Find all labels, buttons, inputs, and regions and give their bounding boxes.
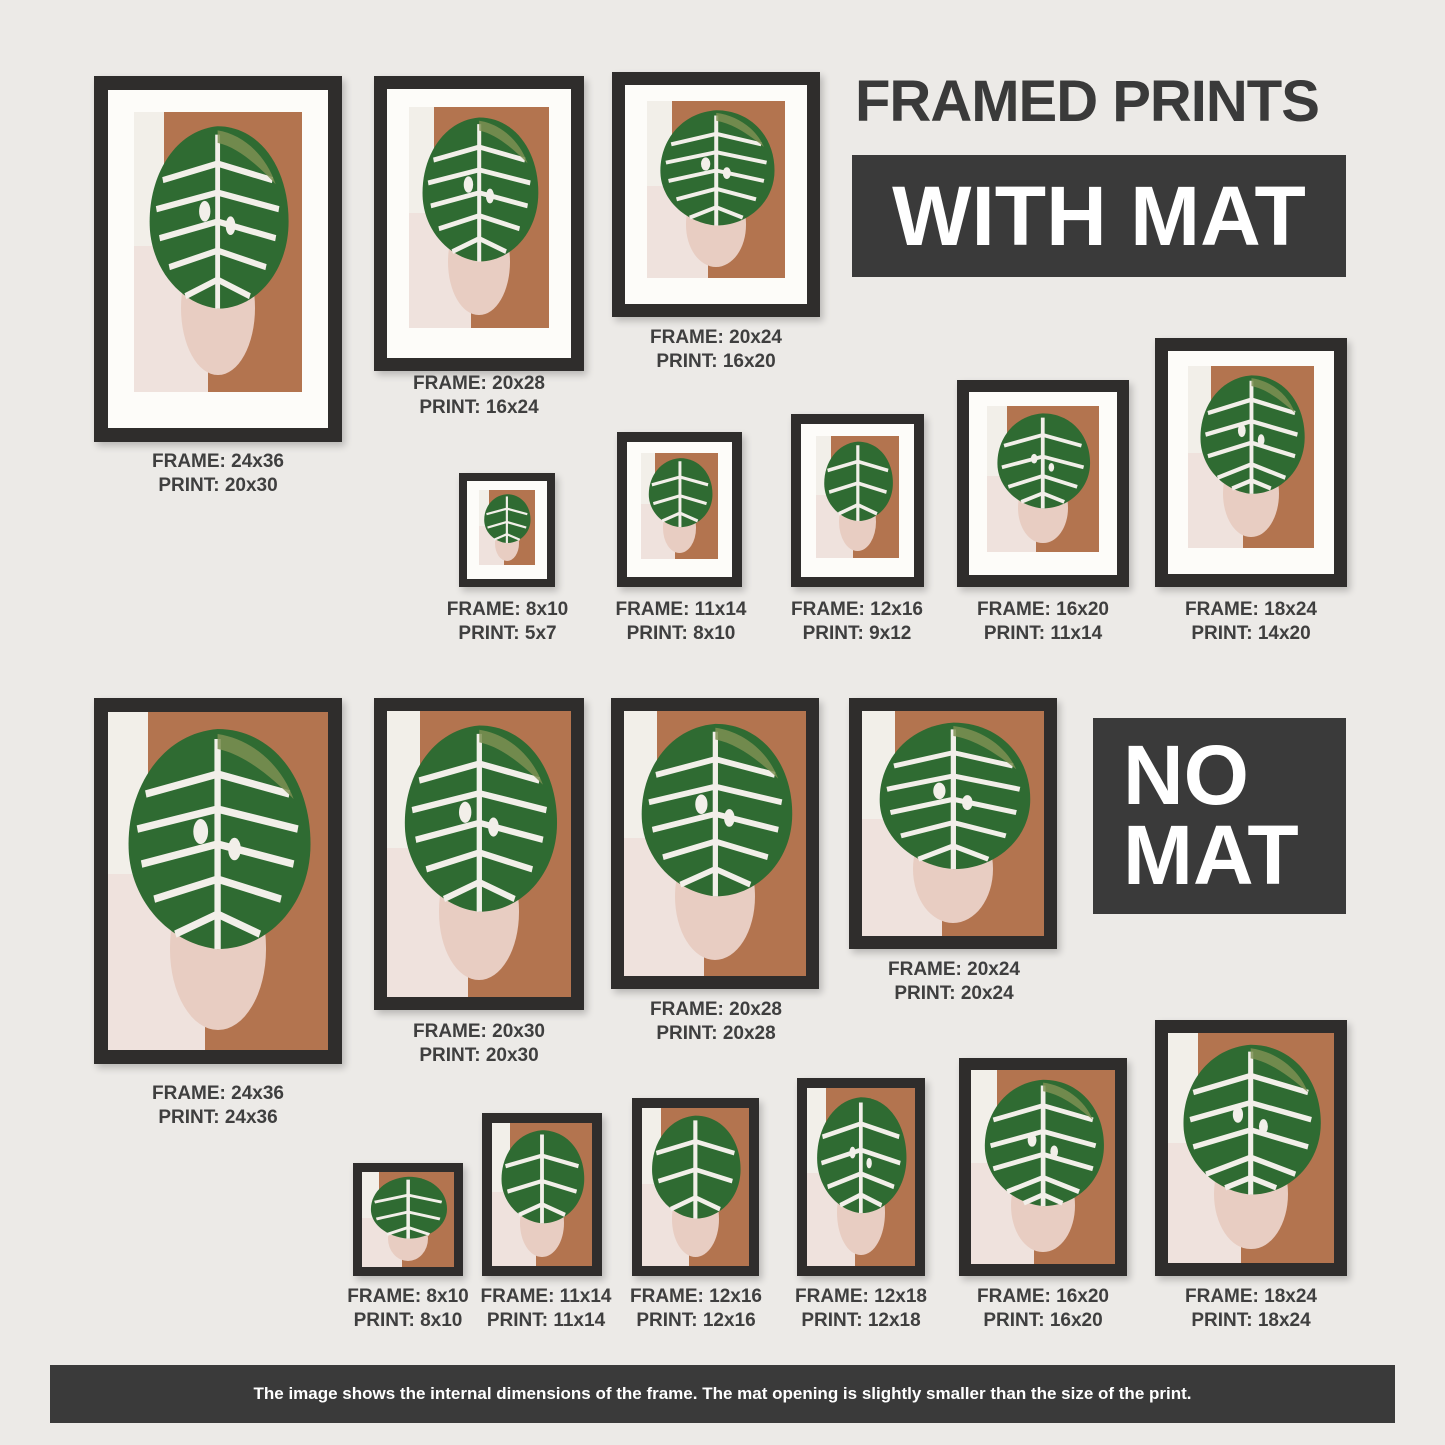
frame-border — [957, 380, 1129, 587]
caption-frame: FRAME: 20x24 — [650, 327, 782, 348]
caption — [1163, 1285, 1339, 1333]
artwork — [862, 711, 1044, 936]
caption — [84, 450, 352, 498]
frame-border — [482, 1113, 602, 1276]
caption-frame: FRAME: 18x24 — [1185, 1286, 1317, 1307]
frame-border — [459, 473, 555, 587]
mat — [467, 481, 547, 579]
caption-print: PRINT: 16x24 — [419, 396, 539, 418]
caption — [608, 1285, 784, 1333]
frame-border — [959, 1058, 1127, 1276]
caption-frame: FRAME: 11x14 — [615, 599, 747, 620]
frame-border — [1155, 338, 1347, 587]
caption-print: PRINT: 20x28 — [656, 1022, 776, 1044]
caption-print: PRINT: 20x24 — [894, 982, 1014, 1004]
caption — [345, 372, 613, 420]
frame-border — [374, 698, 584, 1010]
caption — [952, 598, 1134, 646]
banner-no-mat-line1: NO — [1123, 728, 1249, 823]
artwork — [1188, 366, 1314, 548]
banner-with-mat: WITH MAT — [852, 155, 1346, 277]
caption-frame: FRAME: 18x24 — [1185, 599, 1317, 620]
artwork — [387, 711, 571, 997]
caption — [84, 1082, 352, 1130]
artwork — [492, 1123, 592, 1266]
artwork — [409, 107, 549, 328]
caption-print: PRINT: 11x14 — [486, 1309, 606, 1331]
caption — [955, 1285, 1131, 1333]
caption — [345, 1020, 613, 1068]
caption — [582, 326, 850, 374]
mat — [1168, 351, 1334, 574]
artwork — [134, 112, 302, 392]
caption-frame: FRAME: 11x14 — [480, 1286, 612, 1307]
caption-print: PRINT: 8x10 — [353, 1309, 463, 1331]
caption — [820, 958, 1088, 1006]
artwork — [108, 712, 328, 1050]
artwork — [1168, 1033, 1334, 1263]
caption-frame: FRAME: 12x16 — [630, 1286, 762, 1307]
banner-no-mat-line2: MAT — [1123, 808, 1299, 902]
caption-frame: FRAME: 12x18 — [795, 1286, 927, 1307]
frame-border — [94, 76, 342, 442]
caption-frame: FRAME: 20x24 — [888, 959, 1020, 980]
caption-frame: FRAME: 12x16 — [791, 599, 923, 620]
mat — [625, 85, 807, 304]
caption-print: PRINT: 8x10 — [626, 622, 736, 644]
caption-print: PRINT: 20x30 — [158, 474, 278, 496]
frame-border — [1155, 1020, 1347, 1276]
footer-note: The image shows the internal dimensions of the frame. The mat opening is slightly smaller than the size of the print. — [50, 1365, 1395, 1423]
artwork — [624, 711, 806, 976]
artwork — [479, 490, 535, 565]
frame-border — [374, 76, 584, 371]
caption-frame: FRAME: 16x20 — [977, 599, 1109, 620]
artwork — [816, 436, 899, 558]
frame-border — [612, 72, 820, 317]
mat — [387, 89, 571, 358]
caption — [592, 598, 770, 646]
caption — [768, 598, 946, 646]
caption-frame: FRAME: 20x28 — [650, 999, 782, 1020]
caption-print: PRINT: 14x20 — [1191, 622, 1311, 644]
frame-border — [797, 1078, 925, 1276]
frame-border — [791, 414, 924, 587]
caption-print: PRINT: 12x18 — [801, 1309, 921, 1331]
mat — [969, 392, 1117, 575]
caption-print: PRINT: 5x7 — [458, 622, 557, 644]
page-title-framed-prints: FRAMED PRINTS — [855, 69, 1319, 134]
mat — [108, 90, 328, 428]
caption-print: PRINT: 24x36 — [158, 1106, 278, 1128]
mat — [801, 424, 914, 577]
frame-border — [849, 698, 1057, 949]
caption-frame: FRAME: 16x20 — [977, 1286, 1109, 1307]
artwork — [647, 101, 785, 278]
caption-frame: FRAME: 8x10 — [446, 599, 569, 620]
artwork — [642, 1108, 749, 1266]
caption-print: PRINT: 9x12 — [802, 622, 912, 644]
mat — [627, 442, 732, 577]
caption-frame: FRAME: 24x36 — [152, 451, 284, 472]
frame-border — [353, 1163, 463, 1276]
caption-print: PRINT: 16x20 — [656, 350, 776, 372]
artwork — [807, 1088, 915, 1266]
artwork — [971, 1070, 1115, 1264]
caption-print: PRINT: 18x24 — [1191, 1309, 1311, 1331]
frame-border — [611, 698, 819, 989]
caption — [773, 1285, 949, 1333]
frame-border — [632, 1098, 759, 1276]
caption — [1160, 598, 1342, 646]
caption — [420, 598, 595, 646]
caption-print: PRINT: 11x14 — [983, 622, 1103, 644]
artwork — [362, 1172, 454, 1267]
banner-no-mat — [1093, 718, 1346, 914]
caption-frame: FRAME: 24x36 — [152, 1083, 284, 1104]
caption — [582, 998, 850, 1046]
caption-print: PRINT: 20x30 — [419, 1044, 539, 1066]
caption-print: PRINT: 16x20 — [983, 1309, 1103, 1331]
caption-frame: FRAME: 20x28 — [413, 373, 545, 394]
artwork — [641, 453, 718, 559]
frame-border — [94, 698, 342, 1064]
caption-frame: FRAME: 20x30 — [413, 1021, 545, 1042]
caption-print: PRINT: 12x16 — [636, 1309, 756, 1331]
caption-frame: FRAME: 8x10 — [347, 1286, 469, 1307]
artwork — [987, 406, 1099, 552]
frame-border — [617, 432, 742, 587]
